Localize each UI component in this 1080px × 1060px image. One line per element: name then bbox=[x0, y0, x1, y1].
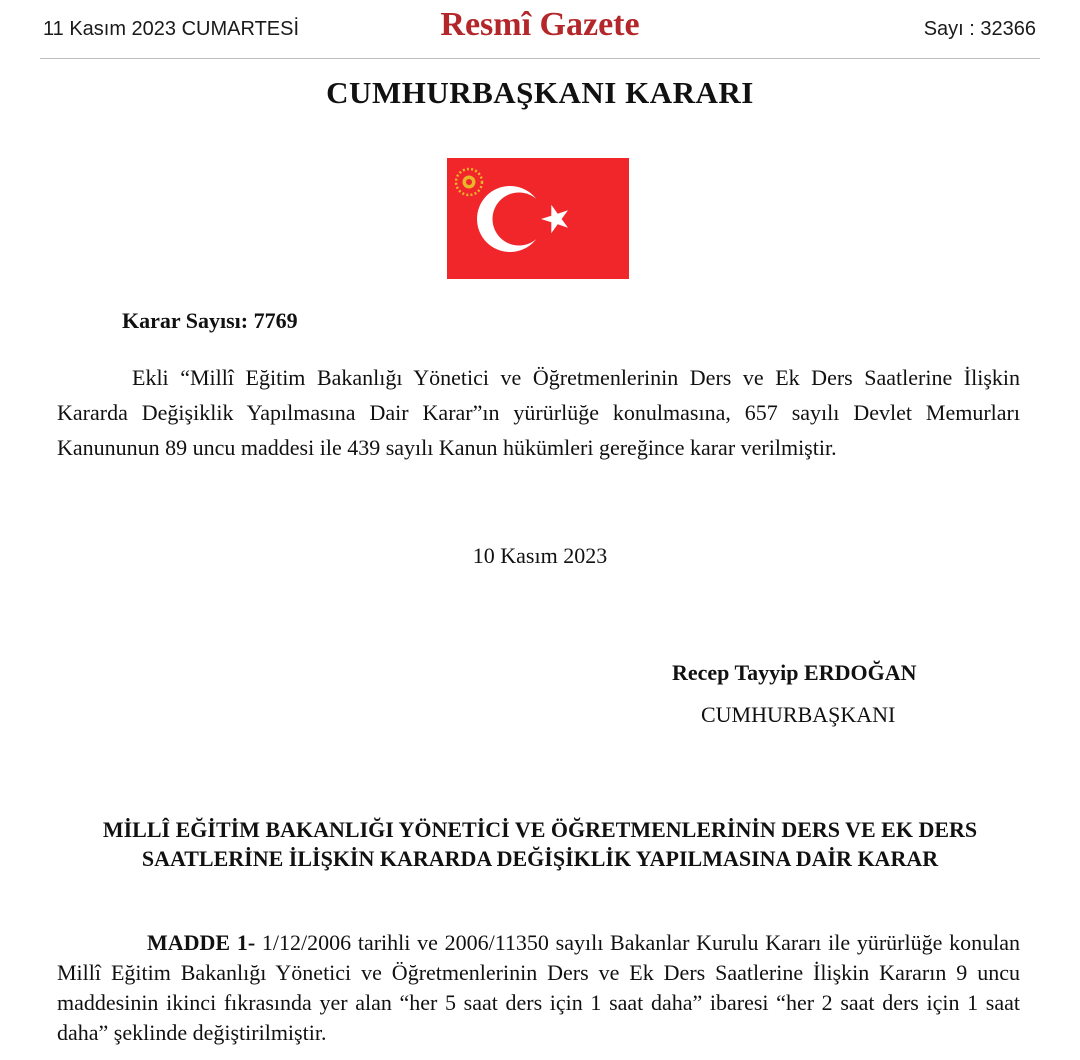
annex-title: MİLLÎ EĞİTİM BAKANLIĞI YÖNETİCİ VE ÖĞRETMENLERİNİN DERS VE EK DERS SAATLERİNE İLİŞKİN KARARDA DEĞİŞİKLİK YAPILMASINA DAİR KARAR bbox=[102, 817, 978, 871]
issue-date: 11 Kasım 2023 CUMARTESİ bbox=[43, 18, 300, 40]
article-label: MADDE 1- bbox=[147, 930, 256, 955]
decision-number: Karar Sayısı: 7769 bbox=[122, 308, 298, 333]
signer-name: Recep Tayyip ERDOĞAN bbox=[672, 660, 917, 685]
issue-number: Sayı : 32366 bbox=[923, 18, 1036, 40]
intro-paragraph: Ekli “Millî Eğitim Bakanlığı Yönetici ve Öğretmenlerinin Ders ve Ek Ders Saatlerine İlişkin Kararda Değişiklik Yapılmasına Dair Karar”ın yürürlüğe konulmasına, 657 sayılı Devlet Memurları Kanununun 89 uncu maddesi ile 439 sayılı Kanun hükümleri gereğince karar verilmiştir. bbox=[57, 365, 1020, 460]
document-title: CUMHURBAŞKANI KARARI bbox=[326, 75, 754, 110]
gazette-header bbox=[40, 0, 1040, 59]
turkish-flag-icon bbox=[447, 158, 629, 279]
gazette-title: Resmî Gazete bbox=[440, 6, 640, 43]
article-1-paragraph bbox=[57, 928, 1020, 1048]
article-text: 1/12/2006 tarihli ve 2006/11350 sayılı Bakanlar Kurulu Kararı ile yürürlüğe konulan Millî Eğitim Bakanlığı Yönetici ve Öğretmenlerinin Ders ve Ek Ders Saatlerine İlişkin Kararın 9 uncu maddesinin ikinci fıkrasında yer alan “her 5 saat ders için 1 saat daha” ibaresi “her 2 saat ders için 1 saat daha” şeklinde değiştirilmiştir. bbox=[57, 930, 1020, 1045]
signature-date: 10 Kasım 2023 bbox=[472, 543, 608, 568]
signer-title: CUMHURBAŞKANI bbox=[701, 702, 896, 727]
